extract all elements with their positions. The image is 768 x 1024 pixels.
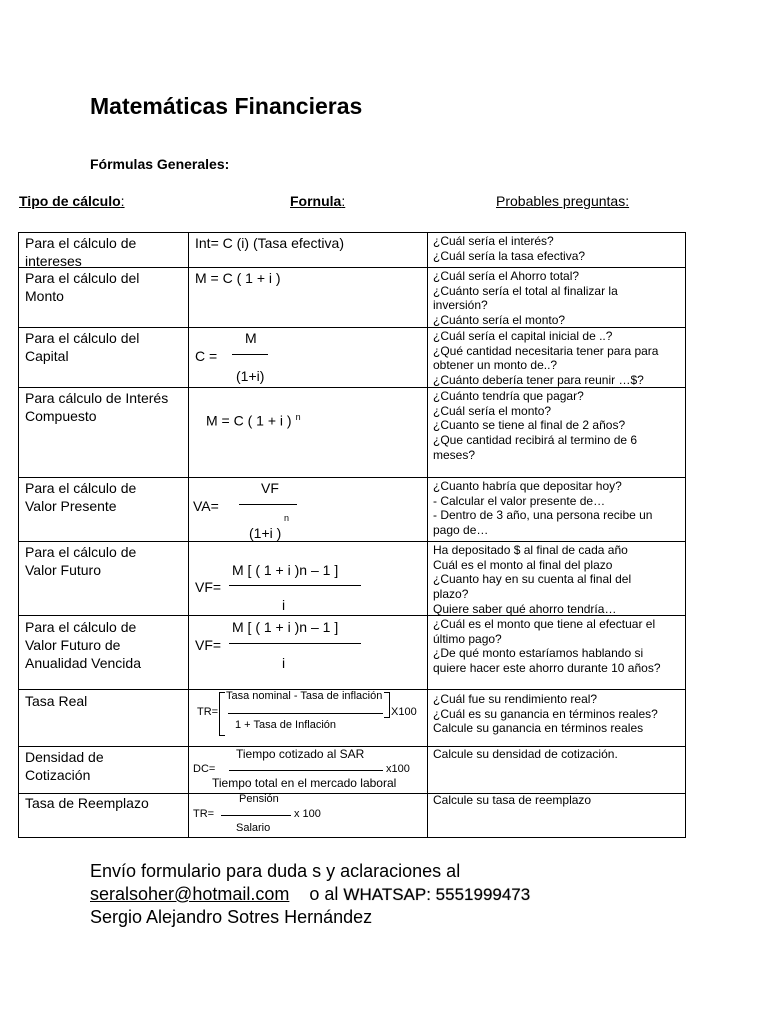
row-reemplazo-denominator: Salario bbox=[236, 822, 271, 834]
row-capital-tipo: Para el cálculo del Capital bbox=[25, 330, 140, 364]
whatsapp-number: WHATSAP: 5551999473 bbox=[343, 885, 531, 904]
row-capital-fraction-bar bbox=[232, 354, 268, 355]
row-intereses-questions: ¿Cuál sería el interés? ¿Cuál sería la tasa efectiva? bbox=[433, 234, 586, 263]
row-tasa-real-numerator: Tasa nominal - Tasa de inflación bbox=[226, 690, 383, 702]
row-anualidad-numerator: M [ ( 1 + i )n – 1 ] bbox=[232, 619, 339, 635]
row-densidad-numerator: Tiempo cotizado al SAR bbox=[236, 747, 365, 761]
row-tasa-real-multiplier: X100 bbox=[391, 706, 417, 718]
row-capital-numerator: M bbox=[245, 330, 257, 346]
row-intereses-tipo: Para el cálculo de intereses bbox=[25, 235, 137, 269]
row-compuesto-questions: ¿Cuánto tendría que pagar? ¿Cuál sería el monto? ¿Cuanto se tiene al final de 2 años? ¿Que cantidad recibirá al termino de 6 meses? bbox=[433, 389, 638, 462]
footer-author: Sergio Alejandro Sotres Hernández bbox=[90, 907, 373, 927]
row-reemplazo-lhs: TR= bbox=[193, 808, 215, 820]
row-valor-futuro-numerator: M [ ( 1 + i )n – 1 ] bbox=[232, 562, 339, 578]
row-valor-presente-exponent: n bbox=[284, 513, 290, 523]
row-densidad-lhs: DC= bbox=[193, 763, 216, 775]
row-valor-futuro-denominator: i bbox=[282, 597, 286, 613]
row-valor-presente-tipo: Para el cálculo de Valor Presente bbox=[25, 480, 137, 514]
row-densidad-multiplier: x100 bbox=[386, 763, 410, 775]
row-valor-futuro-lhs: VF= bbox=[195, 579, 222, 595]
row-valor-presente-denominator: (1+i ) bbox=[249, 525, 282, 541]
column-header-formula: Fornula: bbox=[290, 193, 346, 209]
row-capital-denominator: (1+i) bbox=[236, 368, 265, 384]
row-valor-futuro-fraction-bar bbox=[229, 585, 361, 586]
email-link[interactable]: seralsoher@hotmail.com bbox=[90, 884, 290, 904]
row-densidad-denominator: Tiempo total en el mercado laboral bbox=[212, 776, 397, 790]
row-valor-futuro-questions: Ha depositado $ al final de cada año Cuál es el monto al final del plazo ¿Cuanto hay en su cuenta al final del plazo? Quiere saber qué ahorro tendría… bbox=[433, 543, 632, 616]
row-compuesto-tipo: Para cálculo de Interés Compuesto bbox=[25, 390, 169, 424]
row-reemplazo-multiplier: x 100 bbox=[294, 808, 321, 820]
row-valor-presente-lhs: VA= bbox=[193, 498, 219, 514]
row-reemplazo-fraction-bar bbox=[221, 815, 291, 816]
row-valor-presente-numerator: VF bbox=[261, 480, 279, 496]
row-reemplazo-questions: Calcule su tasa de reemplazo bbox=[433, 793, 592, 807]
row-reemplazo-tipo: Tasa de Reemplazo bbox=[25, 795, 149, 811]
row-tasa-real-right-bracket bbox=[384, 692, 390, 718]
row-valor-futuro-tipo: Para el cálculo de Valor Futuro bbox=[25, 544, 137, 578]
page-title: Matemáticas Financieras bbox=[90, 93, 363, 119]
footer-contact-line: Envío formulario para duda s y aclaraciones al bbox=[90, 861, 461, 881]
footer-contact-details: seralsoher@hotmail.com o al WHATSAP: 5551999473 bbox=[90, 884, 531, 904]
row-anualidad-questions: ¿Cuál es el monto que tiene al efectuar el último pago? ¿De qué monto estaríamos hablando si quiere hacer este ahorro durante 10 años? bbox=[433, 617, 661, 676]
row-densidad-fraction-bar bbox=[229, 770, 383, 771]
row-valor-presente-fraction-bar bbox=[239, 504, 297, 505]
section-subtitle: Fórmulas Generales: bbox=[90, 156, 230, 172]
row-valor-presente-questions: ¿Cuanto habría que depositar hoy? - Calcular el valor presente de… - Dentro de 3 año, una persona recibe un pago de… bbox=[433, 479, 653, 538]
row-monto-questions: ¿Cuál sería el Ahorro total? ¿Cuánto sería el total al finalizar la inversión? ¿Cuánto sería el monto? bbox=[433, 269, 618, 328]
row-tasa-real-tipo: Tasa Real bbox=[25, 693, 88, 709]
row-capital-lhs: C = bbox=[195, 348, 218, 364]
row-densidad-questions: Calcule su densidad de cotización. bbox=[433, 747, 618, 761]
row-densidad-tipo: Densidad de Cotización bbox=[25, 749, 104, 783]
row-monto-tipo: Para el cálculo del Monto bbox=[25, 270, 140, 304]
column-header-preguntas: Probables preguntas: bbox=[496, 193, 630, 209]
row-monto-formula: M = C ( 1 + i ) bbox=[195, 270, 281, 286]
row-anualidad-lhs: VF= bbox=[195, 637, 222, 653]
row-tasa-real-questions: ¿Cuál fue su rendimiento real? ¿Cuál es su ganancia en términos reales? Calcule su ganancia en términos reales bbox=[433, 692, 658, 736]
row-compuesto-formula: M = C ( 1 + i ) $^n$ bbox=[206, 412, 301, 429]
row-anualidad-fraction-bar bbox=[229, 643, 361, 644]
column-header-tipo: Tipo de cálculo: bbox=[19, 193, 125, 209]
row-anualidad-denominator: i bbox=[282, 655, 286, 671]
row-tasa-real-lhs: TR= bbox=[197, 706, 219, 718]
row-tasa-real-left-bracket bbox=[219, 692, 225, 736]
row-intereses-formula: Int= C (i) (Tasa efectiva) bbox=[195, 235, 344, 251]
row-reemplazo-numerator: Pensión bbox=[239, 793, 279, 805]
row-tasa-real-fraction-bar bbox=[228, 713, 383, 714]
row-capital-questions: ¿Cuál sería el capital inicial de ..? ¿Qué cantidad necesitaria tener para para obtener un monto de..? ¿Cuánto debería tener para reunir …$? bbox=[433, 329, 659, 388]
row-tasa-real-denominator: 1 + Tasa de Inflación bbox=[235, 719, 337, 731]
row-anualidad-tipo: Para el cálculo de Valor Futuro de Anualidad Vencida bbox=[25, 619, 141, 671]
